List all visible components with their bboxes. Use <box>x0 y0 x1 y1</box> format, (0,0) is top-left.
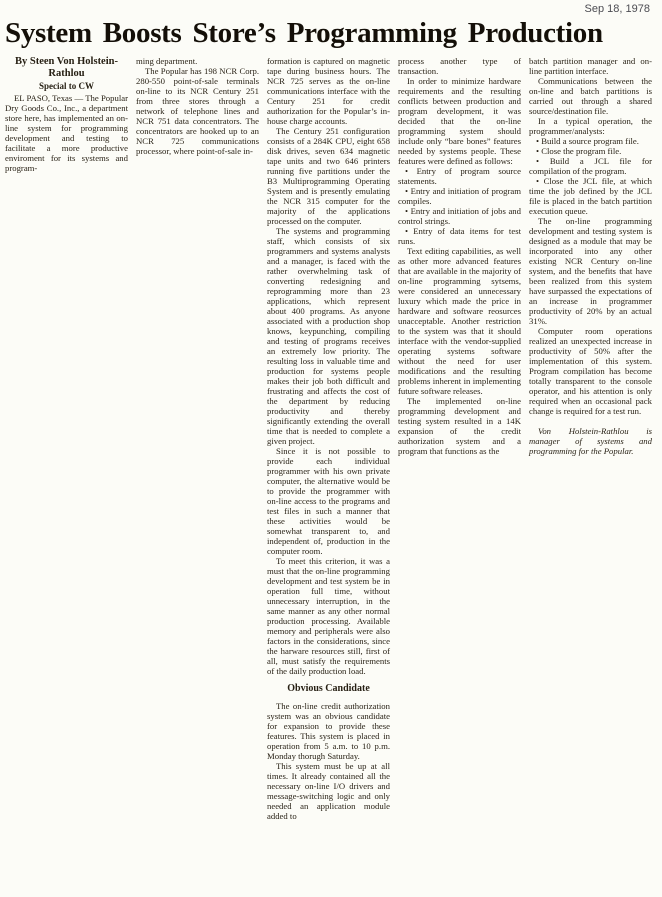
bullet-item: • Build a source program file. <box>536 136 639 146</box>
bullet-item: • Entry and initiation of program compiles. <box>398 186 521 206</box>
bullet-item: • Entry and initiation of jobs and control strings. <box>398 206 521 226</box>
paragraph: Computer room operations realized an unexpected increase in productivity of 50% after the implementation of this system. Program compilation has become totally transparent to the console operator, and his attention is only required when an occasional pack change is required for a test run. <box>529 326 652 416</box>
paragraph: This system must be up at all times. It already contained all the necessary on-line I/O drivers and message-switching logic and only needed an application module added to <box>267 761 390 821</box>
paragraph: Since it is not possible to provide each individual programmer with his own private computer, the alternative would be to provide the programmer with on-line access to the programs and test files in such a manner that these activities would be somewhat transparent to, and independent of, production in the computer room. <box>267 446 390 556</box>
page-date: Sep 18, 1978 <box>584 3 650 15</box>
bullet-item: • Build a JCL file for compilation of the program. <box>529 156 652 176</box>
column-1 <box>5 56 128 821</box>
column-4 <box>398 56 521 821</box>
bullet-item: • Close the JCL file, at which time the job defined by the JCL file is placed in the batch partition execution queue. <box>529 176 652 216</box>
paragraph: The implemented on-line programming development and testing system resulted in a 14K expansion of the credit authorization system and a program that functions as the <box>398 396 521 456</box>
paragraph: The systems and programming staff, which consists of six programmers and systems analysts and a manager, is faced with the rather overwhelming task of converting redesigning and reprogramming more than 23 applications, which represent about 400 programs. As anyone associated with a production shop knows, keypunching, compiling and testing of programs receives an extremely low priority. The resulting loss in valuable time and production for systems people makes their job both difficult and frustrating and affects the cost of the department by reducing productivity and thereby significantly extending the overall time that is needed to complete a given project. <box>267 226 390 446</box>
paragraph: The Century 251 configuration consists of a 284K CPU, eight 658 disk drives, seven 634 magnetic tape units and two 646 printers running five partitions under the B3 Multiprogramming Operating System and is presently emulating the NCR 315 computer for the majority of the applications processed on the computer. <box>267 126 390 226</box>
paragraph: The on-line programming development and testing system is designed as a module that may be incorporated into any other existing NCR Century on-line system, and the benefits that have been realized from this system have surpassed the expectations of an increase in programmer productivity of 20% by an actual 31%. <box>529 216 652 326</box>
paragraph: The on-line credit authorization system was an obvious candidate for expansion to provide these features. This system is placed in operation from 5 a.m. to 10 p.m. Monday thorugh Saturday. <box>267 701 390 761</box>
paragraph: Text editing capabilities, as well as other more advanced features that are available in the majority of on-line programming sytsems, were considered an unnecessary luxury which made the price in hardware and software reosurces unacceptable. Another restriction to the system was that it should interface with the vendor-supplied operating systems software without the need for user modifications and the resulting problems inherent in implementing future software releases. <box>398 246 521 396</box>
column-5 <box>529 56 652 821</box>
bullet-item: • Entry of program source statements. <box>398 166 521 186</box>
bullet-item: • Entry of data items for test runs. <box>398 226 521 246</box>
paragraph: In a typical operation, the programmer/analysts: <box>529 116 652 136</box>
paragraph: formation is captured on magnetic tape during business hours. The NCR 725 serves as the on-line communications interface with the Century 251 for credit authorization for the Popular’s in-house charge accounts. <box>267 56 390 126</box>
paragraph: EL PASO, Texas — The Popular Dry Goods Co., Inc., a department store here, has implemented an on-line system for programming development and testing to facilitate a more productive enviroment for its systems and program- <box>5 93 128 173</box>
paragraph: Communications between the on-line and batch partitions is carried out through a shared source/destination file. <box>529 76 652 116</box>
section-subhead: Obvious Candidate <box>287 683 370 694</box>
paragraph: To meet this criterion, it was a must that the on-line programming development and test system be in operation full time, without unnecessary interruption, in the same manner as any other normal production processing. Available memory and peripherals were also factors in the considerations, since the harware resources still, first of all, must satisfy the requirements of the daily production load. <box>267 556 390 676</box>
paragraph: The Popular has 198 NCR Corp. 280-550 point-of-sale terminals on-line to its NCR Century 251 from three stores through a network of telephone lines and NCR 751 data concentrators. The concentrators are hooked up to an NCR 725 communications processor, where point-of-sale in- <box>136 66 259 156</box>
author-bio: Von Holstein-Rathlou is manager of systems and programming for the Popular. <box>529 426 652 456</box>
article-title: System Boosts Store’s Programming Production <box>5 17 603 49</box>
paragraph: In order to minimize hardware requirements and the resulting conflicts between production and program development, it was decided that the on-line programming system should include only “bare bones” features needed by systems people. These features were defined as follows: <box>398 76 521 166</box>
byline-credit: Special to CW <box>39 81 94 91</box>
bullet-item: • Close the program file. <box>536 146 622 156</box>
article-columns <box>0 54 662 821</box>
paragraph: ming department. <box>136 56 198 66</box>
paragraph: batch partition manager and on-line partition interface. <box>529 56 652 76</box>
byline-author: By Steen Von Holstein-Rathlou <box>15 56 118 79</box>
column-2 <box>136 56 259 821</box>
paragraph: process another type of transaction. <box>398 56 521 76</box>
column-3 <box>267 56 390 821</box>
